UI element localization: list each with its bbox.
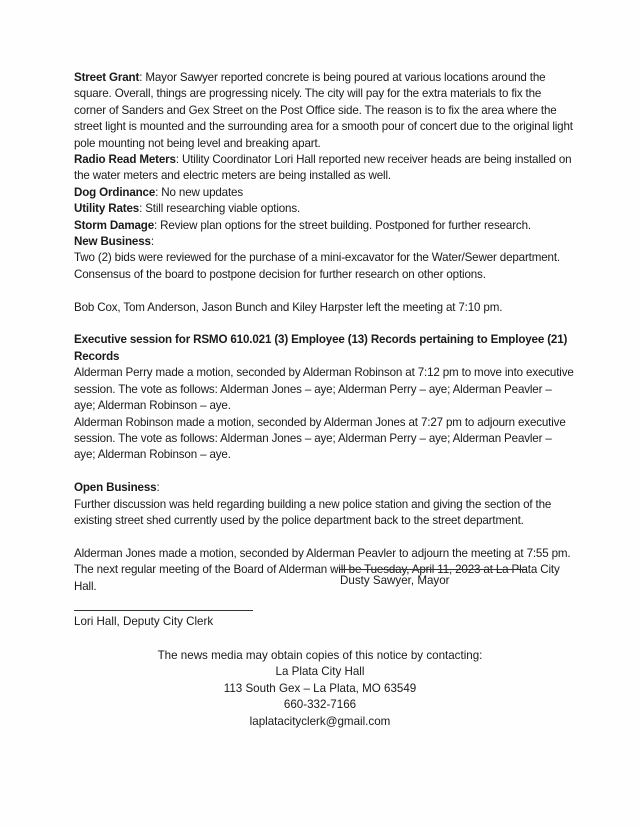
notice-office: La Plata City Hall: [275, 665, 365, 679]
media-notice: [120, 648, 520, 730]
mayor-name: Dusty Sawyer, Mayor: [340, 574, 450, 587]
notice-phone: 660-332-7166: [283, 698, 357, 712]
new-business-label: New Business: [74, 235, 151, 249]
clerk-name: Lori Hall, Deputy City Clerk: [74, 615, 214, 628]
executive-session-heading: Executive session for RSMO 610.021 (3) Employee (13) Records pertaining to Employee (21) Records: [74, 333, 568, 363]
open-business-colon: :: [156, 481, 160, 495]
clerk-signature-line: [74, 610, 253, 611]
utility-rates-paragraph: [74, 201, 574, 217]
street-grant-paragraph: [74, 70, 574, 152]
utility-rates-label: Utility Rates: [74, 202, 140, 216]
departure-note: Bob Cox, Tom Anderson, Jason Bunch and Kiley Harpster left the meeting at 7:10 pm.: [74, 300, 503, 314]
clerk-signature-block: [74, 610, 274, 630]
dog-ordinance-paragraph: [74, 185, 574, 201]
mayor-signature-line: [340, 569, 526, 570]
open-business-label: Open Business: [74, 481, 157, 495]
new-business-colon: :: [150, 235, 154, 249]
storm-damage-label: Storm Damage: [74, 218, 155, 232]
radio-read-meters-text: : Utility Coordinator Lori Hall reported new receiver heads are being installed on the water meters and electric meters are being installed as well.: [74, 153, 572, 183]
notice-address: 113 South Gex – La Plata, MO 63549: [223, 681, 417, 695]
notice-intro: The news media may obtain copies of this notice by contacting:: [157, 649, 483, 662]
executive-session-motion-enter: Alderman Perry made a motion, seconded by Alderman Robinson at 7:12 pm to move into executive session. The vote as follows: Alderman Jones – aye; Alderman Perry – aye; Alderman Peavler – aye; Alderman Robinson – aye.: [74, 366, 574, 413]
notice-email: laplatacityclerk@gmail.com: [249, 714, 391, 728]
open-business-heading: [74, 480, 574, 496]
radio-read-meters-paragraph: [74, 152, 574, 185]
street-grant-text: : Mayor Sawyer reported concrete is being poured at various locations around the square. Overall, things are progressing nicely. The city will pay for the extra materials to fix the corner of Sanders and Gex Street on the Post Office side. The reason is to fix the area where the street light is mounted and the surrounding area for a smooth pour of concert due to the original light pole mounting not being level and breaking apart.: [74, 71, 573, 150]
spacer: [74, 316, 574, 332]
dog-ordinance-text: : No new updates: [155, 185, 243, 199]
radio-read-meters-label: Radio Read Meters: [74, 153, 176, 167]
street-grant-label: Street Grant: [74, 71, 140, 84]
new-business-text: Two (2) bids were reviewed for the purchase of a mini-excavator for the Water/Sewer department. Consensus of the board to postpone decision for further research on other options.: [74, 251, 561, 281]
utility-rates-text: : Still researching viable options.: [139, 202, 301, 216]
adjournment-note: Alderman Jones made a motion, seconded by Alderman Peavler to adjourn the meeting at 7:55 pm. The next regular meeting of the Board of Alderman will be Tuesday, April 11, 2023 at La Plata City Hall.: [74, 546, 571, 593]
minutes-body: [74, 70, 574, 595]
mayor-signature-block: [340, 569, 540, 589]
spacer: [74, 283, 574, 299]
spacer: [74, 529, 574, 545]
dog-ordinance-label: Dog Ordinance: [74, 185, 156, 199]
storm-damage-text: : Review plan options for the street building. Postponed for further research.: [154, 218, 531, 232]
storm-damage-paragraph: [74, 218, 574, 234]
open-business-text: Further discussion was held regarding building a new police station and giving the section of the existing street shed currently used by the police department back to the street department.: [74, 497, 552, 527]
new-business-heading: [74, 234, 574, 250]
executive-session-motion-adjourn: Alderman Robinson made a motion, seconded by Alderman Jones at 7:27 pm to adjourn executive session. The vote as follows: Alderman Jones – aye; Alderman Perry – aye; Alderman Peavler – aye; Alderman Robinson – aye.: [74, 415, 566, 462]
spacer: [74, 464, 574, 480]
